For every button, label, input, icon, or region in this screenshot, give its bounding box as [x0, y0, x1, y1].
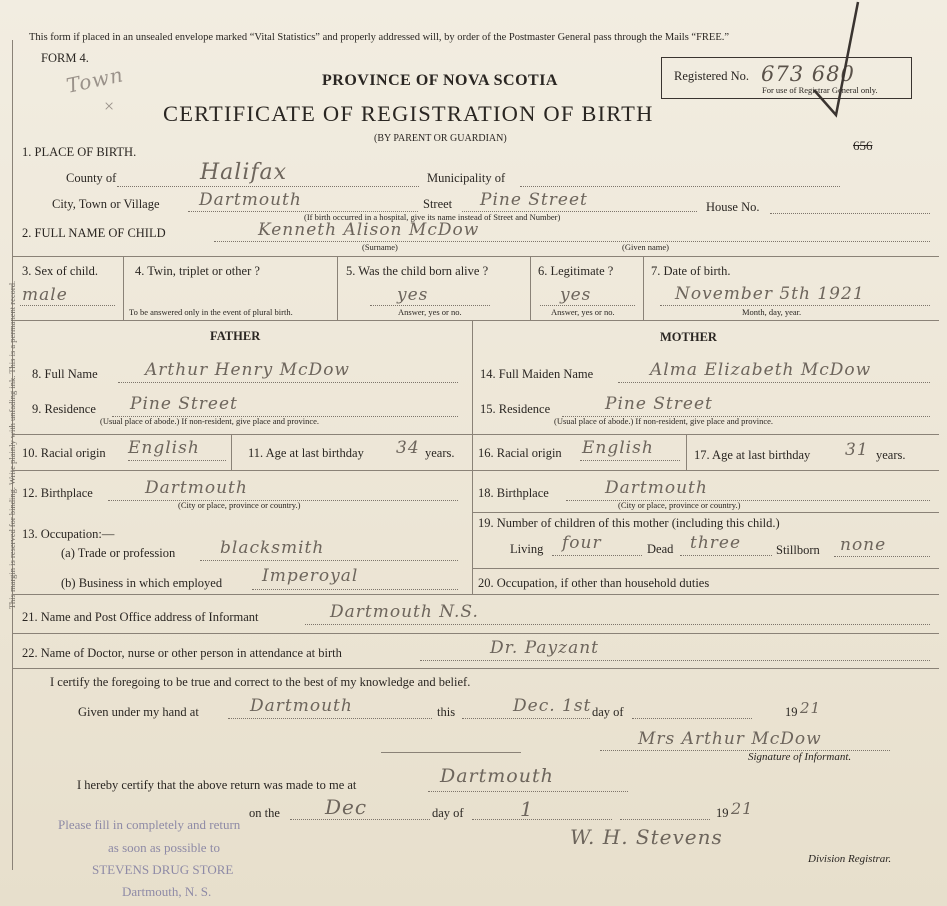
legitimate-note: Answer, yes or no.	[551, 307, 615, 317]
sex-label: 3. Sex of child.	[22, 264, 99, 278]
place-section-label: 1. PLACE OF BIRTH.	[22, 145, 137, 159]
surname-note: (Surname)	[362, 242, 398, 252]
mother-racial-line	[580, 460, 680, 461]
city-value: Dartmouth	[199, 190, 302, 210]
father-birthplace-label: 12. Birthplace	[22, 486, 93, 500]
father-racial-line	[128, 460, 226, 461]
struck-number: 656	[853, 138, 873, 153]
registered-number: 673 680	[761, 62, 855, 86]
stillborn-line	[834, 556, 930, 557]
divider	[13, 668, 939, 669]
return-day-line	[472, 819, 612, 820]
certificate-title: CERTIFICATE OF REGISTRATION OF BIRTH	[163, 101, 654, 126]
mother-age-value: 31	[845, 440, 869, 460]
child-name-line	[214, 241, 930, 242]
living-line	[552, 555, 642, 556]
stamp-line-3: STEVENS DRUG STORE	[92, 862, 234, 877]
mother-birthplace-value: Dartmouth	[605, 478, 708, 498]
stamp-line-2: as soon as possible to	[108, 840, 220, 855]
mother-name-label: 14. Full Maiden Name	[480, 367, 594, 381]
father-heading: FATHER	[210, 329, 261, 343]
center-divider	[472, 320, 473, 594]
certificate-subtitle: (BY PARENT OR GUARDIAN)	[374, 133, 507, 144]
year-prefix: 19	[785, 705, 798, 719]
informant-value: Dartmouth N.S.	[330, 602, 479, 622]
certify-statement: I certify the foregoing to be true and correct to the best of my knowledge and belief.	[50, 675, 471, 689]
given-place-value: Dartmouth	[250, 696, 353, 716]
municipality-label: Municipality of	[427, 171, 506, 185]
father-racial-label: 10. Racial origin	[22, 446, 106, 460]
return-month-line	[290, 819, 430, 820]
mother-racial-value: English	[582, 438, 654, 458]
alive-line	[370, 305, 490, 306]
father-trade-value: blacksmith	[220, 538, 325, 558]
birth-date-value: November 5th 1921	[675, 284, 865, 304]
mother-age-label: 17. Age at last birthday	[694, 448, 811, 462]
given-month-line	[632, 718, 752, 719]
divider	[472, 512, 939, 513]
legitimate-label: 6. Legitimate ?	[538, 264, 614, 278]
father-business-label: (b) Business in which employed	[61, 576, 223, 590]
margin-note: This margin is reserved for binding. Write plainly with unfading ink. This is a permanent record.	[7, 280, 17, 610]
county-line	[117, 186, 419, 187]
registered-label: Registered No.	[674, 69, 749, 83]
father-occupation-label: 13. Occupation:—	[22, 527, 115, 541]
dead-value: three	[690, 533, 742, 553]
father-business-value: Imperoyal	[262, 566, 359, 586]
sex-line	[20, 305, 115, 306]
birth-date-note: Month, day, year.	[742, 307, 802, 317]
father-age-value: 34	[396, 438, 420, 458]
informant-signature-label: Signature of Informant.	[748, 751, 852, 763]
father-residence-note: (Usual place of abode.) If non-resident, give place and province.	[100, 416, 320, 426]
handwritten-town-note: Town	[64, 62, 126, 98]
child-name-value: Kenneth Alison McDow	[258, 220, 480, 240]
form-number: FORM 4.	[41, 51, 89, 65]
this-label: this	[437, 705, 456, 719]
mail-notice: This form if placed in an unsealed envelope marked “Vital Statistics” and properly addressed will, by order of the Postmaster General pass through the Mails “FREE.”	[29, 32, 730, 43]
mother-residence-note: (Usual place of abode.) If non-resident, give place and province.	[554, 416, 774, 426]
mother-residence-value: Pine Street	[605, 394, 713, 414]
father-age-years: years.	[425, 446, 455, 460]
stillborn-label: Stillborn	[776, 543, 820, 557]
county-value: Halifax	[200, 160, 288, 185]
city-label: City, Town or Village	[52, 197, 160, 211]
given-name-note: (Given name)	[622, 242, 669, 252]
father-residence-label: 9. Residence	[32, 402, 96, 416]
signature-rule	[381, 752, 521, 753]
father-name-line	[118, 382, 458, 383]
return-place-line	[428, 791, 628, 792]
divider	[472, 568, 939, 569]
return-place-value: Dartmouth	[440, 765, 554, 787]
given-place-line	[228, 718, 432, 719]
attendant-line	[420, 660, 930, 661]
return-year-suffix: 21	[731, 799, 754, 818]
alive-note: Answer, yes or no.	[398, 307, 462, 317]
divider	[472, 470, 939, 471]
father-residence-value: Pine Street	[130, 394, 238, 414]
divider	[231, 434, 232, 470]
father-business-line	[252, 589, 458, 590]
divider	[13, 633, 939, 634]
divider	[13, 320, 939, 321]
return-statement: I hereby certify that the above return was made to me at	[77, 778, 357, 792]
mother-age-years: years.	[876, 448, 906, 462]
twin-label: 4. Twin, triplet or other ?	[135, 264, 260, 278]
father-trade-line	[200, 560, 458, 561]
informant-line	[305, 624, 930, 625]
mother-racial-label: 16. Racial origin	[478, 446, 562, 460]
given-label: Given under my hand at	[78, 705, 199, 719]
divider	[13, 434, 472, 435]
father-name-value: Arthur Henry McDow	[145, 360, 350, 380]
birth-date-line	[660, 305, 930, 306]
birth-date-label: 7. Date of birth.	[651, 264, 731, 278]
mother-name-line	[618, 382, 930, 383]
stillborn-value: none	[840, 535, 887, 555]
living-label: Living	[510, 542, 544, 556]
divider	[123, 256, 124, 320]
registrar-signature: W. H. Stevens	[570, 825, 723, 849]
return-day-value: 1	[520, 797, 534, 821]
registrar-use-note: For use of Registrar General only.	[762, 85, 878, 95]
divider	[13, 256, 939, 257]
twin-note: To be answered only in the event of plural birth.	[129, 307, 293, 317]
father-birthplace-value: Dartmouth	[145, 478, 248, 498]
father-name-label: 8. Full Name	[32, 367, 98, 381]
father-trade-label: (a) Trade or profession	[61, 546, 176, 560]
father-birthplace-note: (City or place, province or country.)	[178, 500, 301, 510]
house-line	[770, 213, 930, 214]
informant-signature: Mrs Arthur McDow	[638, 729, 822, 749]
father-racial-value: English	[128, 438, 200, 458]
attendant-value: Dr. Payzant	[490, 638, 599, 658]
dead-label: Dead	[647, 542, 674, 556]
check-mark-icon	[800, 0, 870, 130]
municipality-line	[520, 186, 840, 187]
mother-residence-label: 15. Residence	[480, 402, 551, 416]
on-the-label: on the	[249, 806, 280, 820]
divider	[686, 434, 687, 470]
province-heading: PROVINCE OF NOVA SCOTIA	[322, 72, 558, 89]
stamp-line-1: Please fill in completely and return	[58, 817, 241, 832]
sex-value: male	[22, 285, 68, 305]
given-day-line	[462, 718, 590, 719]
street-value: Pine Street	[480, 190, 588, 210]
attendant-label: 22. Name of Doctor, nurse or other person in attendance at birth	[22, 646, 342, 660]
alive-value: yes	[397, 285, 429, 305]
alive-label: 5. Was the child born alive ?	[346, 264, 489, 278]
mother-occupation-label: 20. Occupation, if other than household duties	[478, 576, 710, 590]
mother-birthplace-label: 18. Birthplace	[478, 486, 549, 500]
divider	[530, 256, 531, 320]
county-label: County of	[66, 171, 117, 185]
divider	[643, 256, 644, 320]
living-value: four	[562, 533, 602, 553]
return-year-prefix: 19	[716, 806, 729, 820]
day-of-label-2: day of	[432, 806, 464, 820]
divider	[13, 594, 939, 595]
binding-margin	[0, 40, 17, 870]
handwritten-x-mark: ×	[104, 96, 115, 116]
given-day-value: Dec. 1st	[513, 696, 592, 716]
house-label: House No.	[706, 200, 760, 214]
divider	[13, 470, 472, 471]
return-extra-line	[620, 819, 710, 820]
day-of-label: day of	[592, 705, 624, 719]
registrar-label: Division Registrar.	[808, 853, 892, 865]
dead-line	[680, 555, 772, 556]
year-suffix: 21	[800, 699, 822, 717]
divider	[337, 256, 338, 320]
mother-name-value: Alma Elizabeth McDow	[650, 360, 872, 380]
hospital-note: (If birth occurred in a hospital, give its name instead of Street and Number)	[304, 212, 561, 222]
stamp-line-4: Dartmouth, N. S.	[122, 884, 212, 899]
mother-heading: MOTHER	[660, 330, 717, 344]
return-month-value: Dec	[325, 795, 368, 819]
divider	[472, 434, 939, 435]
mother-birthplace-note: (City or place, province or country.)	[618, 500, 741, 510]
children-label: 19. Number of children of this mother (including this child.)	[478, 516, 780, 530]
father-age-label: 11. Age at last birthday	[248, 446, 364, 460]
registration-box	[661, 57, 912, 99]
street-label: Street	[423, 197, 453, 211]
informant-label: 21. Name and Post Office address of Informant	[22, 610, 259, 624]
legitimate-line	[540, 305, 635, 306]
legitimate-value: yes	[560, 285, 592, 305]
child-name-label: 2. FULL NAME OF CHILD	[22, 226, 166, 240]
